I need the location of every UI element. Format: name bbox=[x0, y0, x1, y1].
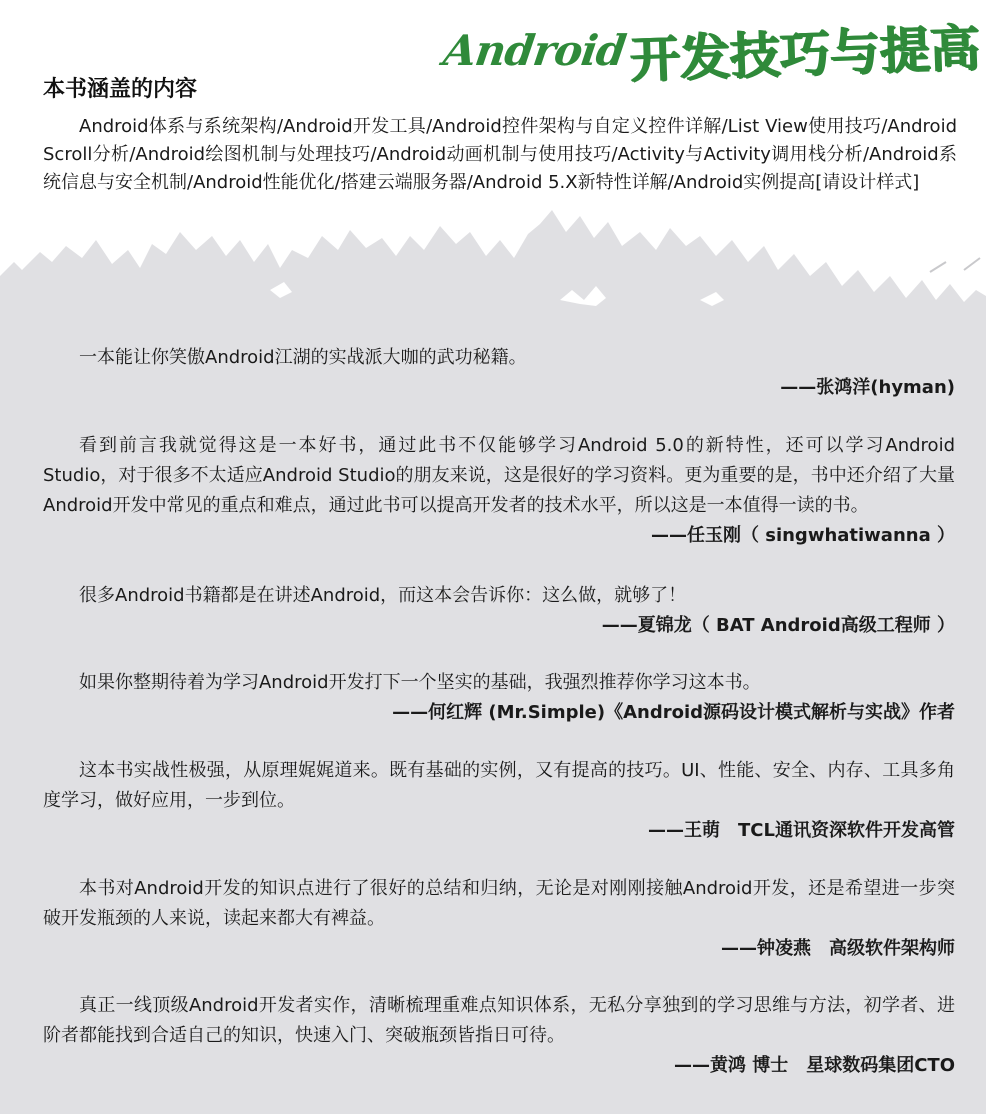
testimonial-author: ——张鸿洋(hyman) bbox=[780, 377, 955, 398]
testimonial-text: 真正一线顶级Android开发者实作，清晰梳理重难点知识体系，无私分享独到的学习思维与方法，初学者、进阶者都能找到合适自己的知识，快速入门、突破瓶颈皆指日可待。 bbox=[43, 995, 955, 1046]
testimonial-text: 如果你整期待着为学习Android开发打下一个坚实的基础，我强烈推荐你学习这本书。 bbox=[79, 672, 761, 693]
testimonial-text: 看到前言我就觉得这是一本好书，通过此书不仅能够学习Android 5.0的新特性，还可以学习Android Studio，对于很多不太适应Android Studio的朋友来说，这是很好的学习资料。更为重要的是，书中还介绍了大量Android开发中常见的重点和难点，通过此书可以提高开发者的技术水平，所以这是一本值得一读的书。 bbox=[43, 435, 955, 516]
testimonial-text: 很多Android书籍都是在讲述Android，而这本会告诉你：这么做，就够了！ bbox=[79, 585, 687, 606]
contents-summary: Android体系与系统架构/Android开发工具/Android控件架构与自定义控件详解/List View使用技巧/Android Scroll分析/Android绘图机制与处理技巧/Android动画机制与使用技巧/Activity与Activity调用栈分析/Android系统信息与安全机制/Android性能优化/搭建云端服务器/Android 5.X新特性详解/Android实例提高[请设计样式] bbox=[43, 116, 957, 193]
testimonial-author: ——何红辉 (Mr.Simple)《Android源码设计模式解析与实战》作者 bbox=[392, 702, 955, 723]
testimonial-author: ——王萌 TCL通讯资深软件开发高管 bbox=[648, 820, 955, 841]
testimonial-text: 这本书实战性极强，从原理娓娓道来。既有基础的实例，又有提高的技巧。UI、性能、安全、内存、工具多角度学习，做好应用，一步到位。 bbox=[43, 760, 955, 811]
testimonial-author: ——任玉刚（ singwhatiwanna ） bbox=[650, 525, 955, 546]
testimonial bbox=[43, 668, 955, 728]
testimonial bbox=[43, 991, 955, 1081]
testimonial-author: ——黄鸿 博士 星球数码集团CTO bbox=[673, 1055, 955, 1076]
book-title-chinese: 开发技巧与提高 bbox=[629, 18, 982, 90]
testimonial bbox=[43, 581, 955, 641]
book-title-latin: Android bbox=[440, 25, 629, 75]
testimonial bbox=[43, 756, 955, 846]
testimonial bbox=[43, 874, 955, 964]
testimonial bbox=[43, 431, 955, 551]
testimonial-text: 一本能让你笑傲Android江湖的实战派大咖的武功秘籍。 bbox=[79, 347, 527, 368]
testimonial-author: ——夏锦龙（ BAT Android高级工程师 ） bbox=[601, 615, 955, 636]
testimonial-text: 本书对Android开发的知识点进行了很好的总结和归纳，无论是对刚刚接触Android开发，还是希望进一步突破开发瓶颈的人来说，读起来都大有裨益。 bbox=[43, 878, 955, 929]
contents-heading: 本书涵盖的内容 bbox=[43, 77, 198, 102]
testimonial bbox=[43, 343, 955, 403]
testimonial-author: ——钟凌燕 高级软件架构师 bbox=[721, 938, 955, 959]
book-title bbox=[440, 14, 982, 90]
testimonials bbox=[43, 343, 955, 1081]
